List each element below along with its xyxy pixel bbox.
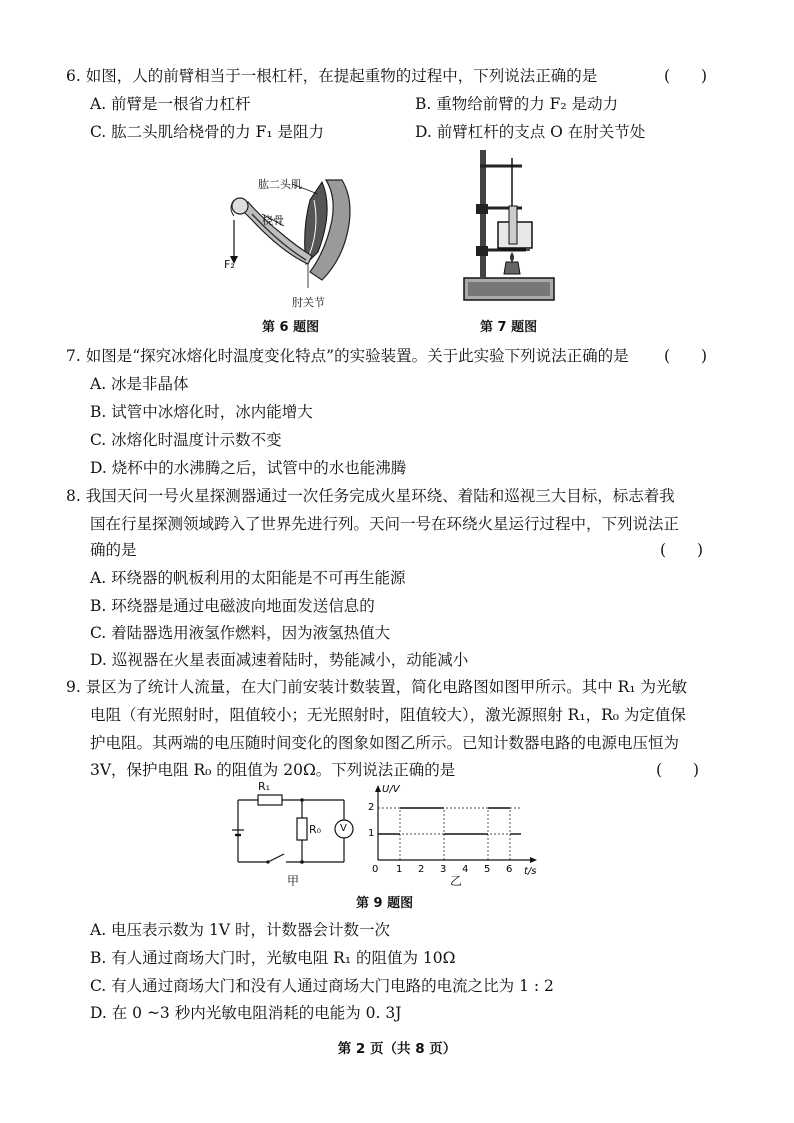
page-footer: 第 2 页（共 8 页） [337, 1041, 457, 1057]
fig9-circuit-diagram [228, 784, 358, 870]
x-tick-0: 0 [372, 864, 379, 875]
q8-option-d: D. 巡视器在火星表面减速着陆时，势能减小，动能减小 [90, 651, 469, 669]
q7-option-d: D. 烧杯中的水沸腾之后，试管中的水也能沸腾 [90, 459, 407, 477]
q9-stem-line4: 3V，保护电阻 R₀ 的阻值为 20Ω。下列说法正确的是 [90, 761, 456, 779]
fig9-yi-label: 乙 [450, 874, 463, 888]
q8-answer-paren: ( ) [660, 541, 704, 559]
q6-answer-paren: ( ) [664, 67, 708, 85]
fig9-caption: 第 9 题图 [356, 896, 414, 911]
q9-answer-paren: ( ) [656, 761, 700, 779]
x-tick-6: 6 [506, 864, 513, 875]
x-tick-3: 3 [440, 864, 447, 875]
x-tick-1: 1 [396, 864, 403, 875]
fig9-jia-label: 甲 [287, 874, 300, 888]
q9-option-a: A. 电压表示数为 1V 时，计数器会计数一次 [90, 921, 390, 939]
q7-option-b: B. 试管中冰熔化时，冰内能增大 [90, 403, 313, 421]
fig7-caption: 第 7 题图 [480, 320, 538, 335]
q9-stem-line3: 护电阻。其两端的电压随时间变化的图象如图乙所示。已知计数器电路的电源电压恒为 [90, 734, 680, 752]
fig7-apparatus-illustration [462, 146, 558, 310]
q6-stem: 6. 如图，人的前臂相当于一根杠杆，在提起重物的过程中，下列说法正确的是 [66, 67, 598, 85]
fig6-bone-label: 桡骨 [262, 214, 284, 227]
x-tick-5: 5 [484, 864, 491, 875]
q9-option-d: D. 在 0 ~3 秒内光敏电阻消耗的电能为 0. 3J [90, 1004, 402, 1022]
fig9-r1-label: R₁ [258, 780, 271, 793]
q7-option-c: C. 冰熔化时温度计示数不变 [90, 431, 282, 449]
q7-stem: 7. 如图是“探究冰熔化时温度变化特点”的实验装置。关于此实验下列说法正确的是 [66, 347, 629, 365]
q9-option-c: C. 有人通过商场大门和没有人通过商场大门电路的电流之比为 1 : 2 [90, 977, 554, 995]
y-tick-1: 1 [368, 828, 375, 839]
y-axis-arrow [375, 785, 381, 792]
q8-stem-line2: 国在行星探测领域跨入了世界先进行列。天问一号在环绕火星运行过程中，下列说法正 [90, 515, 680, 533]
q9-stem-line1: 9. 景区为了统计人流量，在大门前安装计数装置，简化电路图如图甲所示。其中 R₁ 为光敏 [66, 678, 687, 696]
q6-option-a: A. 前臂是一根省力杠杆 [90, 95, 251, 113]
q6-option-d: D. 前臂杠杆的支点 O 在肘关节处 [415, 123, 646, 141]
q7-option-a: A. 冰是非晶体 [90, 375, 189, 393]
fig6-joint-label: 肘关节 [292, 296, 325, 309]
fig9-voltage-time-graph [362, 780, 542, 884]
q8-stem-line1: 8. 我国天问一号火星探测器通过一次任务完成火星环绕、着陆和巡视三大目标，标志着我 [66, 487, 675, 505]
fig6-force-label: F₂ [224, 258, 235, 271]
fig9-r0-label: R₀ [309, 823, 322, 836]
q8-option-b: B. 环绕器是通过电磁波向地面发送信息的 [90, 597, 375, 615]
x-axis-title: t/s [524, 866, 537, 877]
x-tick-2: 2 [418, 864, 425, 875]
q7-answer-paren: ( ) [664, 347, 708, 365]
q6-option-b: B. 重物给前臂的力 F₂ 是动力 [415, 95, 619, 113]
fig6-muscle-label: 肱二头肌 [258, 178, 302, 191]
q8-option-c: C. 着陆器选用液氢作燃料，因为液氢热值大 [90, 624, 391, 642]
q9-stem-line2: 电阻（有光照射时，阻值较小；无光照射时，阻值较大），激光源照射 R₁，R₀ 为定值保 [90, 706, 686, 724]
x-axis-arrow [530, 857, 537, 863]
q6-option-c: C. 肱二头肌给桡骨的力 F₁ 是阻力 [90, 123, 324, 141]
y-tick-2: 2 [368, 802, 375, 813]
fig6-caption: 第 6 题图 [262, 320, 320, 335]
q8-option-a: A. 环绕器的帆板利用的太阳能是不可再生能源 [90, 569, 406, 587]
y-axis-title: U/V [382, 784, 400, 795]
x-tick-4: 4 [462, 864, 469, 875]
fig9-voltmeter-label: V [340, 823, 347, 834]
q8-stem-line3: 确的是 [90, 541, 137, 559]
q9-option-b: B. 有人通过商场大门时，光敏电阻 R₁ 的阻值为 10Ω [90, 949, 456, 967]
